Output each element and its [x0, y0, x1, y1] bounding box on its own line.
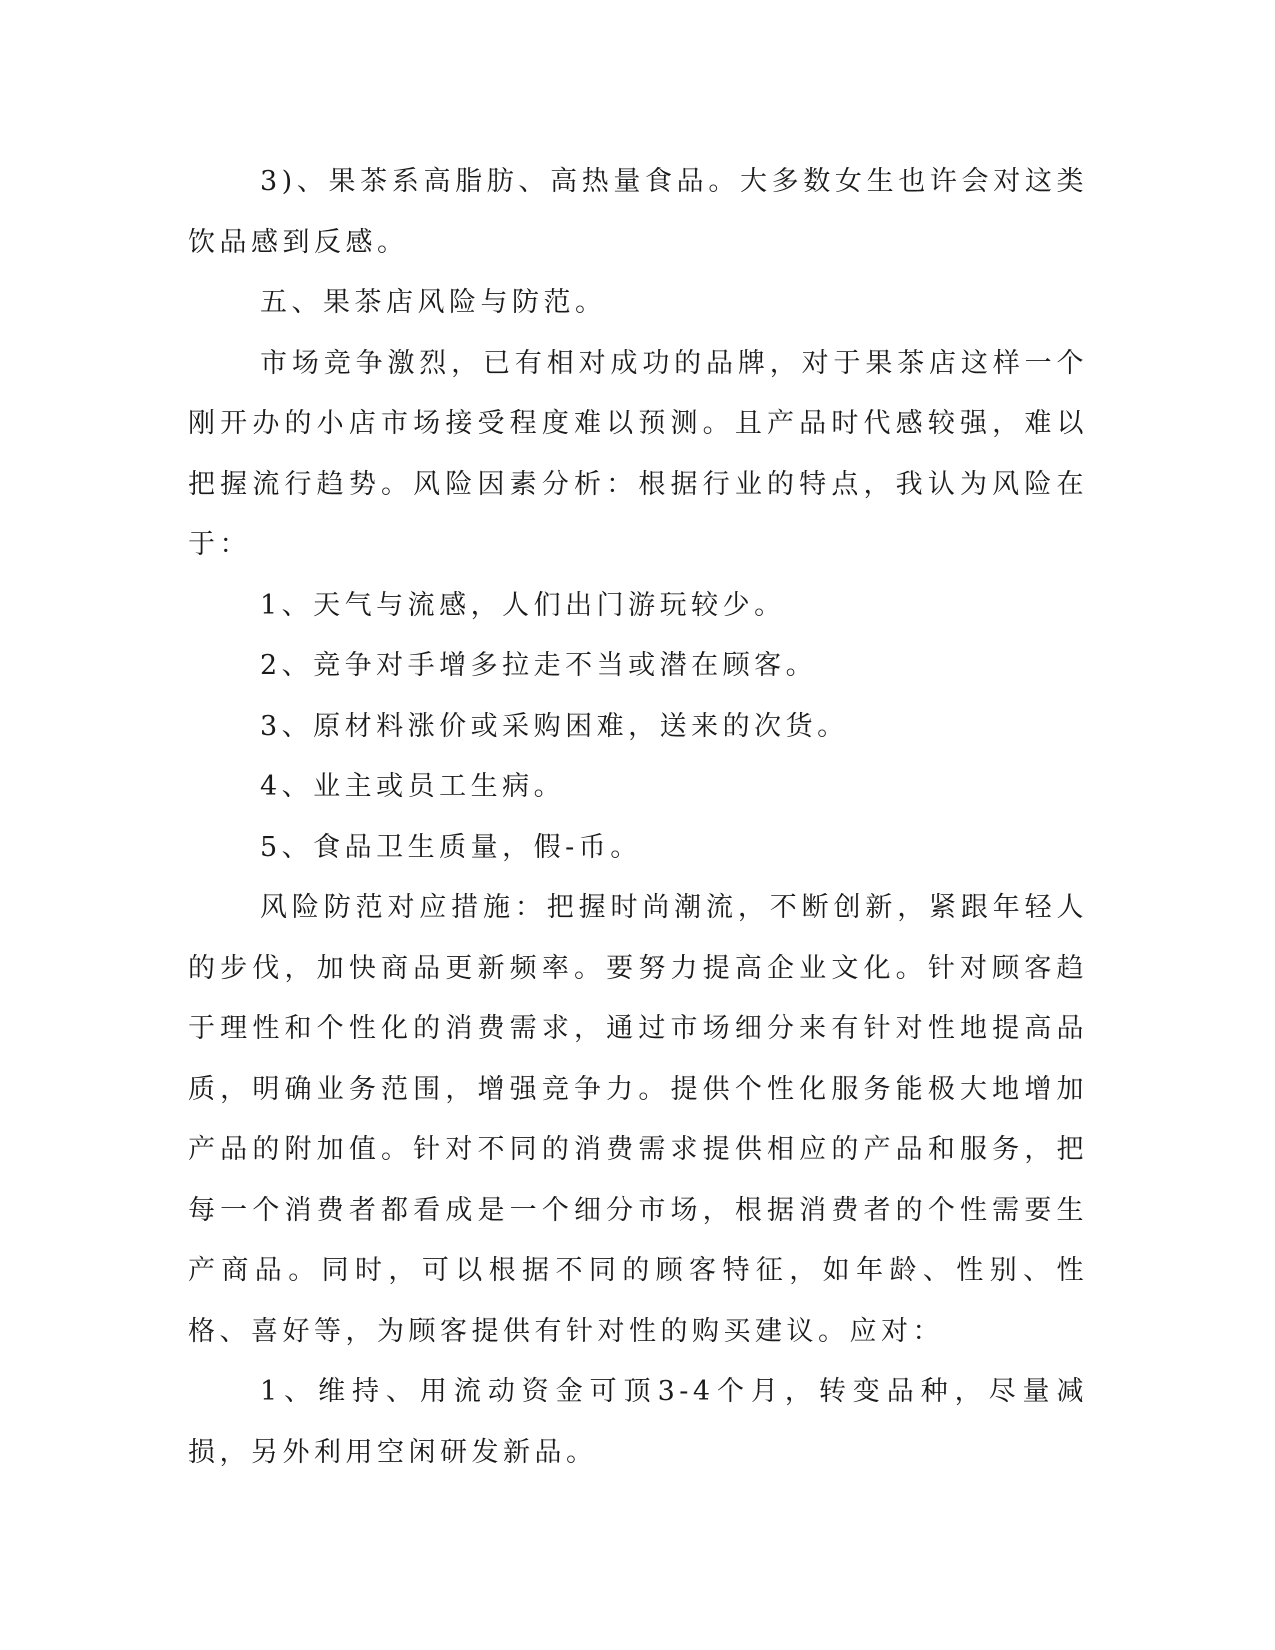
paragraph-risk-measures: 风险防范对应措施：把握时尚潮流，不断创新，紧跟年轻人的步伐，加快商品更新频率。要努力提高企业文化。针对顾客趋于理性和个性化的消费需求，通过市场细分来有针对性地提高品质，明确业务范围，增强竞争力。提供个性化服务能极大地增加产品的附加值。针对不同的消费需求提供相应的产品和服务，把每一个消费者都看成是一个细分市场，根据消费者的个性需要生产商品。同时，可以根据不同的顾客特征，如年龄、性别、性格、喜好等，为顾客提供有针对性的购买建议。应对：: [188, 892, 1088, 1347]
response-item-funds: 1、维持、用流动资金可顶3-4个月，转变品种，尽量减损，另外利用空闲研发新品。: [188, 1376, 1088, 1468]
risk-item-illness: 4、业主或员工生病。: [260, 771, 566, 802]
paragraph-market-competition: 市场竞争激烈，已有相对成功的品牌，对于果茶店这样一个刚开办的小店市场接受程度难以预测。且产品时代感较强，难以把握流行趋势。风险因素分析：根据行业的特点，我认为风险在于：: [188, 347, 1088, 560]
document-body: [188, 152, 1088, 1483]
risk-item-competitors: 2、竞争对手增多拉走不当或潜在顾客。: [260, 650, 818, 681]
risk-item-food-safety: 5、食品卫生质量，假-币。: [260, 831, 642, 863]
section-heading-risk-prevention: 五、果茶店风险与防范。: [260, 287, 607, 318]
risk-item-materials: 3、原材料涨价或采购困难，送来的次货。: [260, 710, 849, 742]
risk-item-weather: 1、天气与流感，人们出门游玩较少。: [260, 589, 786, 621]
paragraph-fruit-tea-calories: 3)、果茶系高脂肪、高热量食品。大多数女生也许会对这类饮品感到反感。: [188, 166, 1088, 258]
